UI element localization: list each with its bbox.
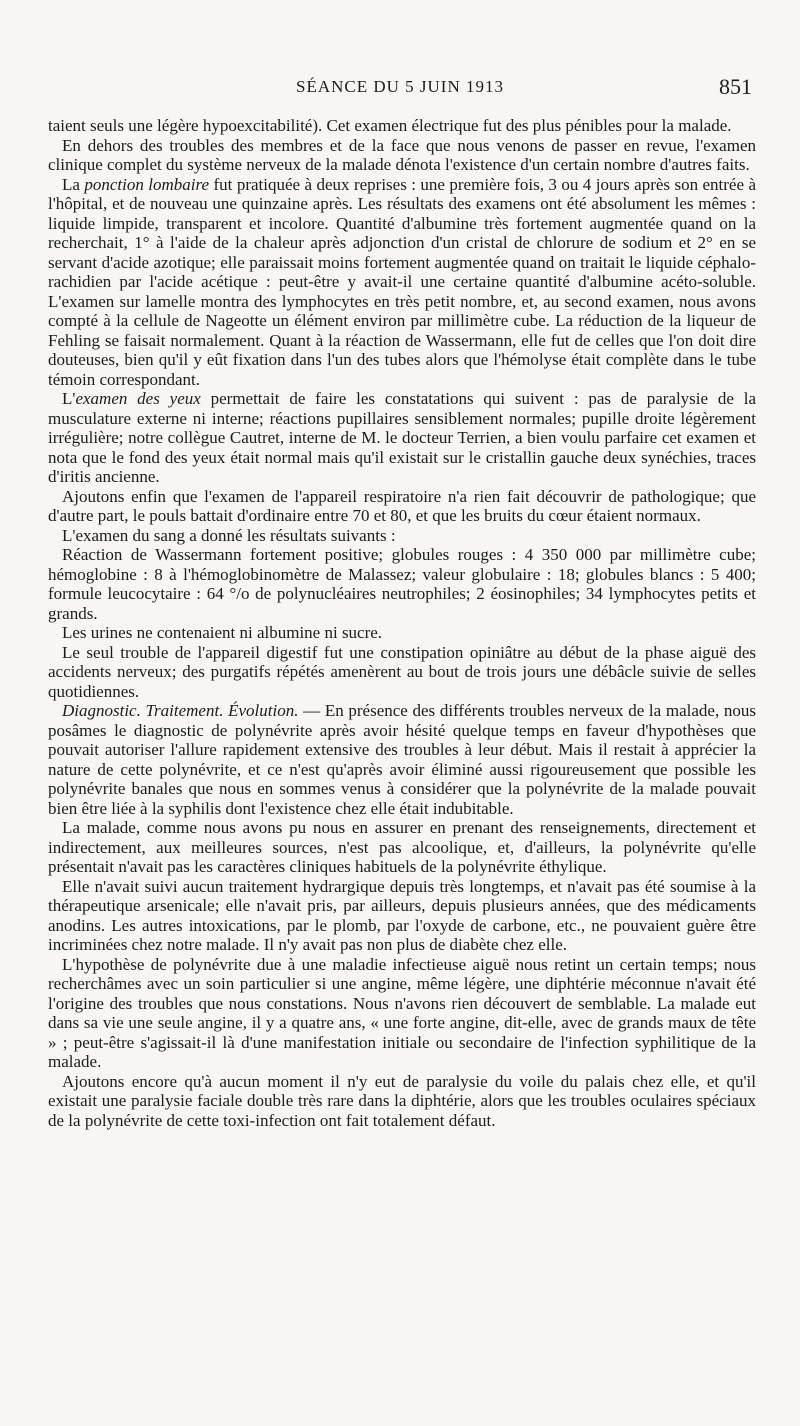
paragraph: La malade, comme nous avons pu nous en assurer en prenant des renseignements, directement et indirectement, aux meilleures sources, n'est pas alcoolique, et, d'ailleurs, la polynévrite qu'elle présentait n'avait pas les caractères cliniques habituels de la polynévrite éthylique.	[48, 818, 756, 876]
page-header	[48, 74, 752, 102]
paragraph: L'hypothèse de polynévrite due à une maladie infectieuse aiguë nous retint un certain temps; nous recherchâmes avec un soin particulier si une angine, même légère, une diphtérie méconnue n'avait été l'origine des troubles que nous constations. Nous n'avons rien découvert de semblable. La malade eut dans sa vie une seule angine, il y a quatre ans, « une forte angine, dit-elle, avec de grands maux de tête » ; peut-être s'agissait-il là d'une manifestation initiale ou secondaire de l'infection syphilitique de la malade.	[48, 954, 756, 1071]
paragraph: L'examen du sang a donné les résultats suivants :	[62, 525, 396, 545]
italic-term: ponction lombaire	[84, 174, 210, 194]
paragraph: L'examen des yeux permettait de faire les constatations qui suivent : pas de paralysie de la musculature externe ni interne; réactions pupillaires sensiblement normales; pupille droite légèrement irrégulière; notre collègue Cautret, interne de M. le docteur Terrien, a bien voulu parfaire cet examen et nota que le fond des yeux était normal mais qu'il existait sur le cristallin gauche deux synéchies, traces d'iritis ancienne.	[48, 389, 756, 486]
paragraph: Ajoutons enfin que l'examen de l'appareil respiratoire n'a rien fait découvrir de pathologique; que d'autre part, le pouls battait d'ordinaire entre 70 et 80, et que les bruits du cœur étaient normaux.	[48, 486, 756, 525]
running-title: SÉANCE DU 5 JUIN 1913	[296, 77, 504, 96]
paragraph: Diagnostic. Traitement. Évolution. — En présence des différents troubles nerveux de la malade, nous posâmes le diagnostic de polynévrite après avoir hésité quelque temps en faveur d'hypothèses que pouvait autoriser l'allure rapidement extensive des troubles à leur début. Mais il restait à apprécier la nature de cette polynévrite, et ce n'est qu'après avoir éliminé aussi rigoureusement que possible les polynévrite banales que nous en sommes venus à considérer que la polynévrite de la malade pouvait bien être liée à la syphilis dont l'existence chez elle était indubitable.	[48, 701, 756, 818]
paragraph: Le seul trouble de l'appareil digestif fut une constipation opiniâtre au début de la phase aiguë des accidents nerveux; des purgatifs répétés amenèrent au bout de trois jours une débâcle suivie de selles quotidiennes.	[48, 642, 756, 701]
body-text	[48, 116, 756, 1130]
paragraph: Ajoutons encore qu'à aucun moment il n'y eut de paralysie du voile du palais chez elle, et qu'il existait une paralysie faciale double très rare dans la diphtérie, alors que les troubles oculaires spéciaux de la polynévrite de cette toxi-infection ont fait totalement défaut.	[48, 1071, 756, 1130]
italic-heading: Diagnostic. Traitement. Évolution.	[62, 701, 299, 720]
paragraph: Réaction de Wassermann fortement positive; globules rouges : 4 350 000 par millimètre cube; hémoglobine : 8 à l'hémoglobinomètre de Malassez; valeur globulaire : 18; globules blancs : 5 400; formule leucocytaire : 64 °/o de polynucléaires neutrophiles; 2 éosinophiles; 34 lymphocytes petits et grands.	[48, 545, 756, 623]
paragraph: La ponction lombaire fut pratiquée à deux reprises : une première fois, 3 ou 4 jours après son entrée à l'hôpital, et de nouveau une quinzaine après. Les résultats des examens ont été absolument les mêmes : liquide limpide, transparent et incolore. Quantité d'albumine très fortement augmentée quand on la recherchait, 1° à l'aide de la chaleur après adjonction d'un cristal de chlorure de sodium et 2° en se servant d'acide azotique; elle paraissait moins fortement augmentée quand on traitait le liquide céphalo-rachidien par l'acide acétique : peut-être y avait-il une certaine quantité d'albumine acéto-soluble. L'examen sur lamelle montra des lymphocytes en très petit nombre, et, au second examen, nous avons compté à la cellule de Nageotte un élément environ par millimètre cube. La réduction de la liqueur de Fehling se faisait normalement. Quant à la réaction de Wassermann, elle fut de celles que l'on doit dire douteuses, bien qu'il y eût fixation dans l'un des tubes alors que l'hémolyse était complète dans le tube témoin correspondant.	[48, 174, 757, 389]
italic-term: examen des yeux	[75, 389, 201, 408]
paragraph: Les urines ne contenaient ni albumine ni sucre.	[62, 623, 383, 642]
page-number: 851	[719, 74, 752, 99]
paragraph: Elle n'avait suivi aucun traitement hydrargique depuis très longtemps, et n'avait pas été soumise à la thérapeutique arsenicale; elle n'avait pris, par ailleurs, depuis plusieurs années, que des médicaments anodins. Les autres intoxications, par le plomb, par l'oxyde de carbone, etc., ne pouvaient guère être incriminées chez notre malade. Il n'y avait pas non plus de diabète chez elle.	[48, 876, 756, 954]
paragraph: En dehors des troubles des membres et de la face que nous venons de passer en revue, l'examen clinique complet du système nerveux de la malade dénota l'existence d'un certain nombre d'autres faits.	[48, 135, 756, 174]
paragraph: taient seuls une légère hypoexcitabilité). Cet examen électrique fut des plus pénibles pour la malade.	[48, 116, 732, 135]
